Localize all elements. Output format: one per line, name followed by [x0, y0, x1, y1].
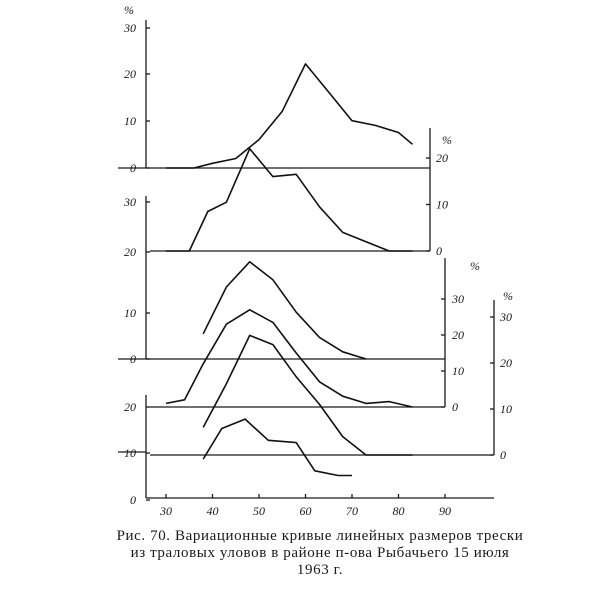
panel-4-unit-label: %: [470, 259, 480, 273]
panel-1-unit-label: %: [124, 3, 134, 17]
x-tick-label: 30: [160, 504, 172, 518]
panel-6-curve: [203, 419, 352, 475]
panel-3-y-tick-label: 30: [124, 195, 136, 209]
x-tick-label: 40: [206, 504, 219, 518]
panel-2-y-tick-label: 20: [436, 151, 448, 165]
axes-layer: [118, 20, 494, 500]
x-tick-label: 50: [253, 504, 265, 518]
panel-5-y-tick-label: 20: [500, 356, 512, 370]
panel-5-unit-label: %: [503, 289, 513, 303]
panel-3-curve: [203, 262, 366, 359]
panel-1-curve: [166, 64, 413, 168]
x-tick-label: 90: [439, 504, 451, 518]
panel-3-y-tick-label: 20: [124, 245, 136, 259]
panel-4-y-tick-label: 10: [452, 364, 464, 378]
caption-line-1: Рис. 70. Вариационные кривые линейных размеров трески: [116, 528, 524, 544]
panel-1-y-tick-label: 20: [124, 67, 136, 81]
panel-5-y-tick-label: 10: [500, 402, 512, 416]
panel-1-y-tick-label: 0: [130, 161, 136, 175]
panel-2-y-tick-label: 0: [436, 244, 442, 258]
panel-2-y-tick-label: 10: [436, 197, 448, 212]
panel-1-y-tick-label: 10: [124, 114, 136, 128]
panel-5-curve: [203, 335, 412, 455]
panel-3-y-tick-label: 0: [130, 352, 136, 366]
caption-line-2: из траловых уловов в районе п-ова Рыбачьего 15 июля: [130, 545, 510, 561]
figure-caption: [60, 528, 580, 579]
panel-4-y-tick-label: 0: [452, 400, 458, 414]
panel-4-y-tick-label: 30: [452, 292, 464, 306]
panel-6-y-tick-label: 0: [130, 493, 136, 507]
panel-5-y-tick-label: 0: [500, 448, 506, 462]
panel-5-y-tick-label: 30: [500, 310, 512, 324]
x-tick-label: 80: [392, 504, 405, 518]
panel-6-y-tick-label: 20: [124, 400, 136, 414]
panel-2-curve: [166, 149, 413, 251]
caption-line-3: 1963 г.: [296, 562, 344, 578]
panel-2-unit-label: %: [442, 133, 452, 147]
panel-1-y-tick-label: 30: [124, 21, 136, 35]
panel-3-y-tick-label: 10: [124, 306, 136, 320]
curves-layer: [166, 64, 413, 476]
panel-6-y-tick-label: 10: [124, 446, 136, 460]
panel-4-y-tick-label: 20: [452, 328, 464, 342]
x-tick-label: 60: [299, 504, 312, 518]
x-tick-label: 70: [346, 504, 358, 518]
